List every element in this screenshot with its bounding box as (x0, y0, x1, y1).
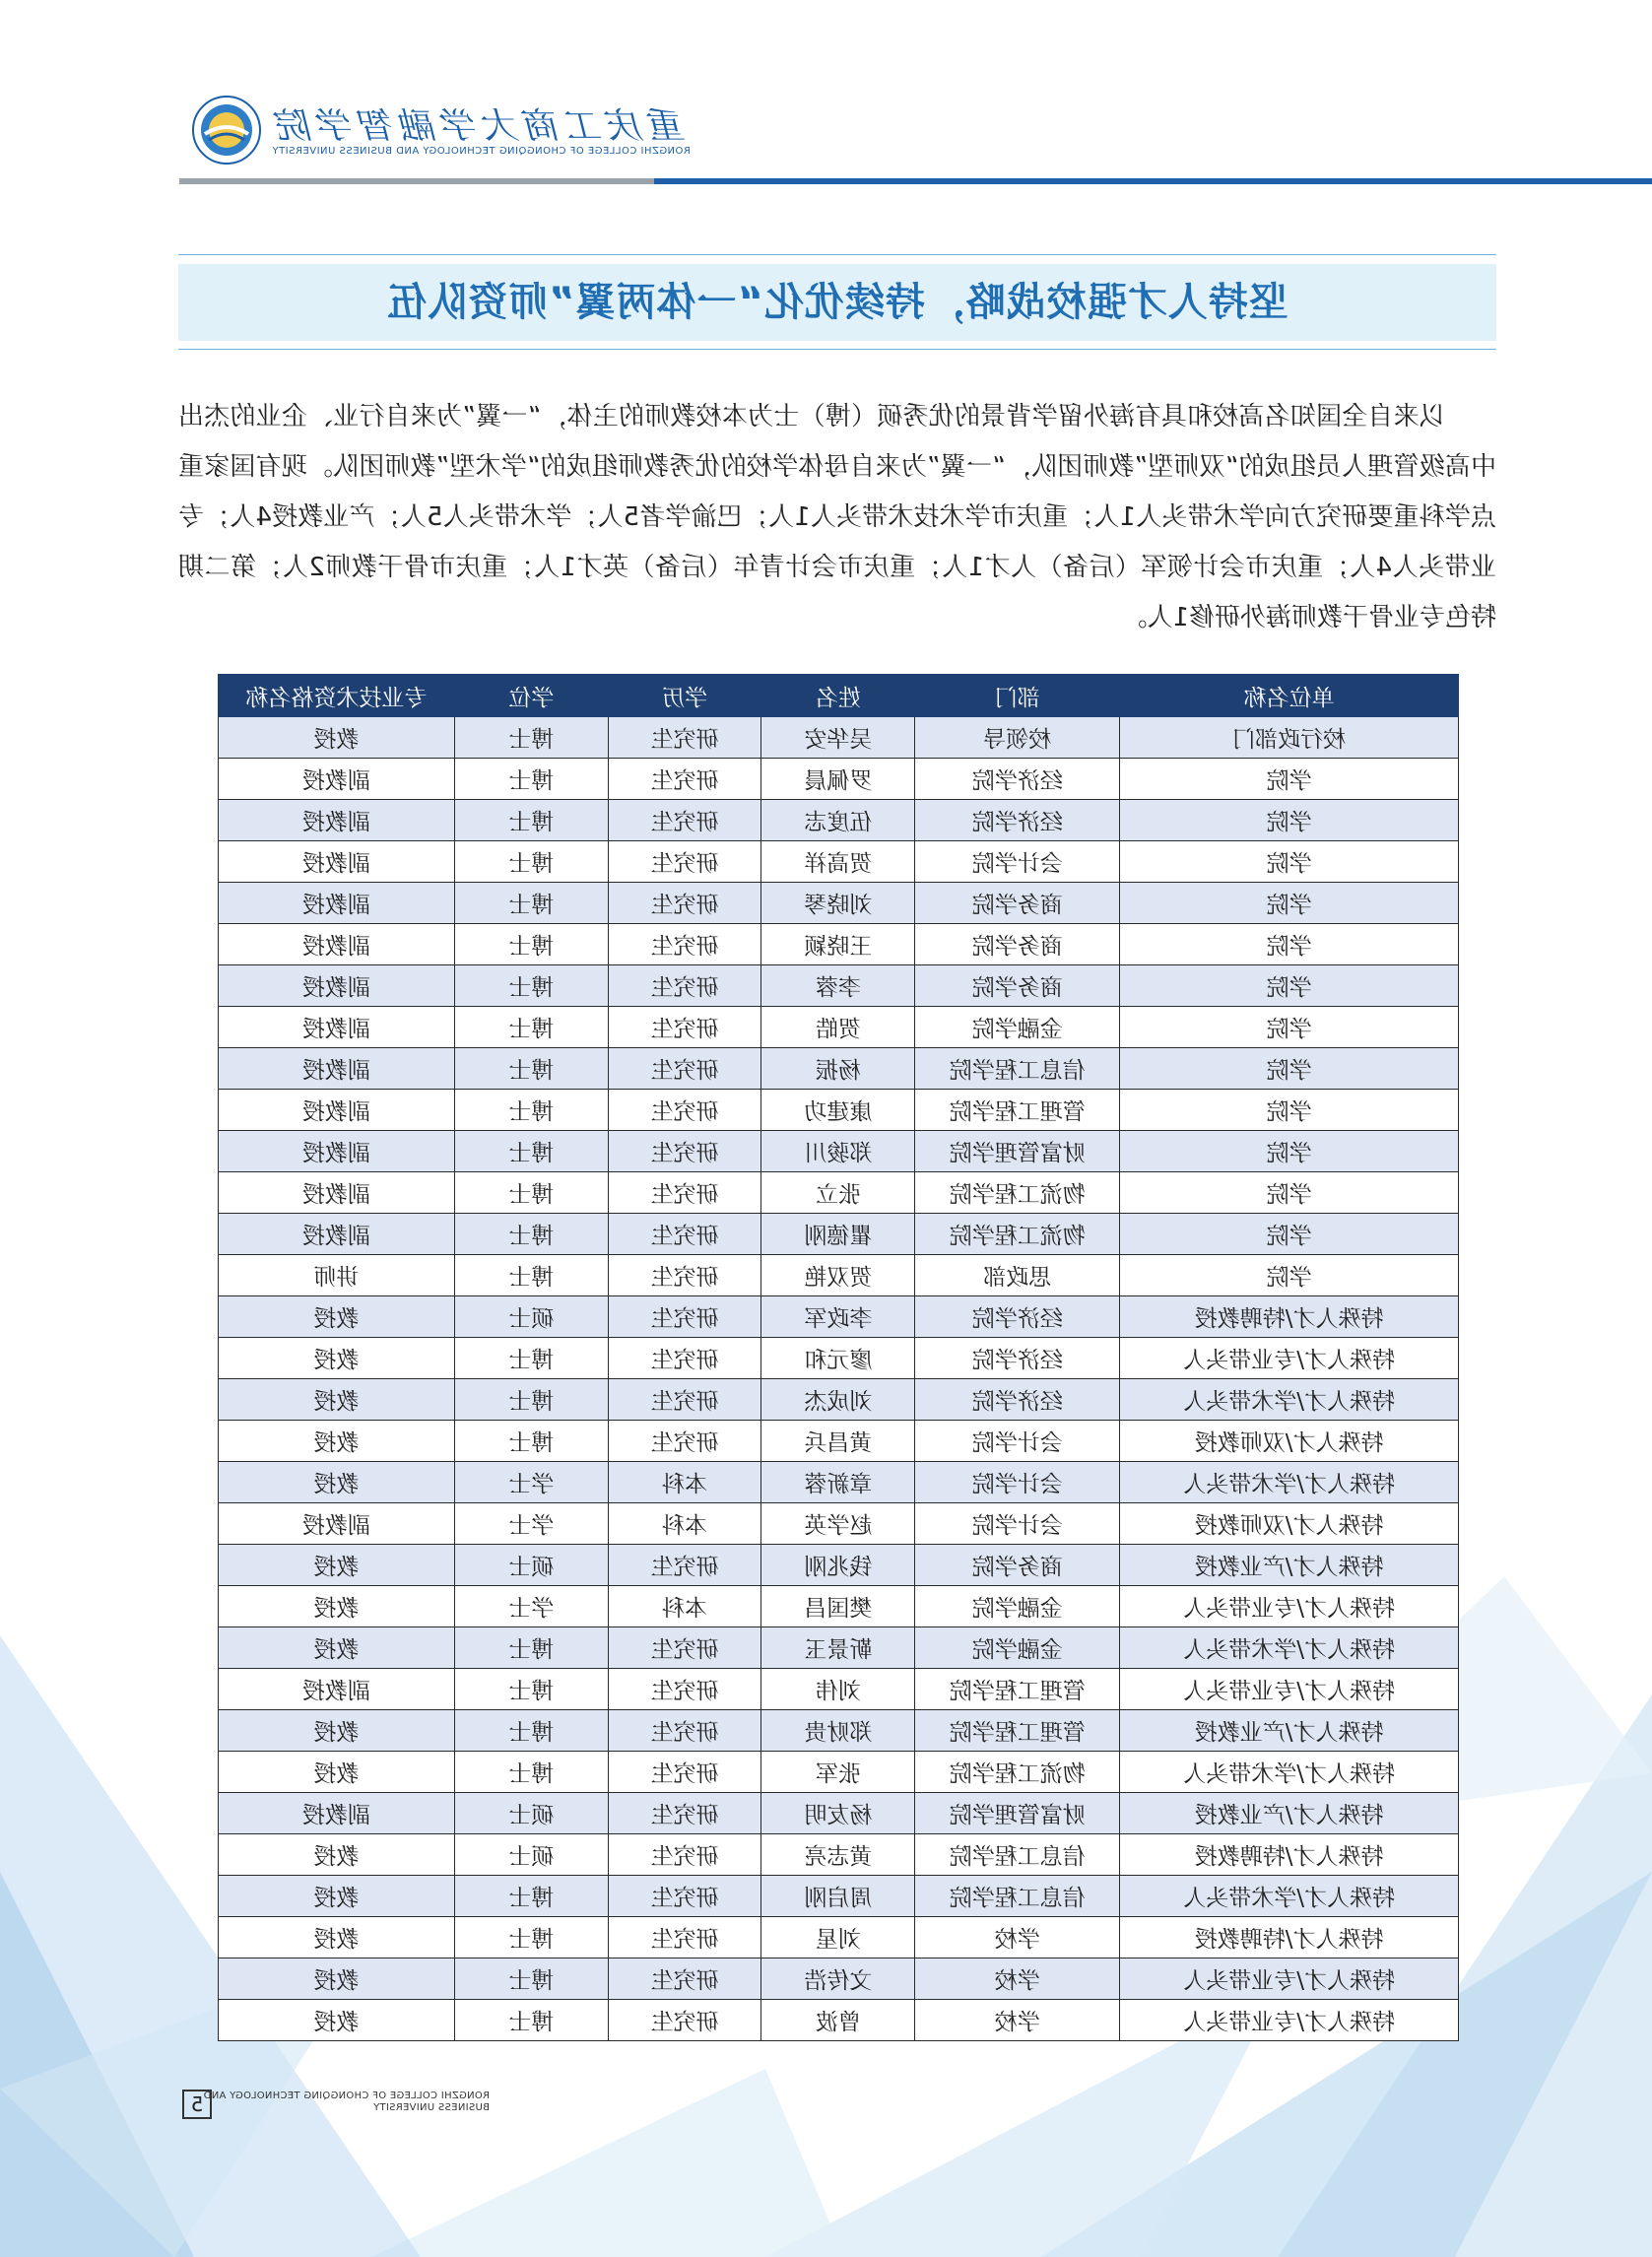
table-cell: 教授 (219, 1752, 455, 1793)
table-cell: 学院 (1120, 1214, 1459, 1255)
column-header: 单位名称 (1120, 675, 1459, 717)
table-cell: 教授 (219, 1338, 455, 1379)
table-cell: 学士 (454, 1503, 608, 1545)
table-cell: 经济学院 (915, 1338, 1120, 1379)
table-cell: 研究生 (608, 1710, 761, 1752)
table-cell: 特殊人才/学术带头人 (1120, 1752, 1459, 1793)
table-cell: 博士 (454, 1214, 608, 1255)
table-cell: 物流工程学院 (915, 1752, 1120, 1793)
table-cell: 研究生 (608, 759, 761, 800)
table-row (219, 1048, 1459, 1090)
table-cell: 副教授 (219, 800, 455, 841)
college-emblem-icon (191, 95, 262, 166)
table-cell: 会计学院 (915, 1421, 1120, 1462)
table-cell: 伍度志 (761, 800, 915, 841)
table-cell: 信息工程学院 (915, 1834, 1120, 1876)
table-row (219, 1090, 1459, 1131)
table-cell: 副教授 (219, 1669, 455, 1710)
table-cell: 研究生 (608, 717, 761, 759)
table-cell: 特殊人才/专业带头人 (1120, 1669, 1459, 1710)
table-cell: 贺高祥 (761, 841, 915, 883)
table-cell: 博士 (454, 1917, 608, 1958)
table-cell: 财富管理学院 (915, 1793, 1120, 1834)
table-cell: 副教授 (219, 1090, 455, 1131)
table-row (219, 1296, 1459, 1338)
table-cell: 博士 (454, 717, 608, 759)
table-cell: 副教授 (219, 883, 455, 924)
table-cell: 学士 (454, 1462, 608, 1503)
table-row (219, 1958, 1459, 2000)
table-cell: 教授 (219, 2000, 455, 2041)
table-cell: 文传浩 (761, 1958, 915, 2000)
table-cell: 教授 (219, 1958, 455, 2000)
table-cell: 研究生 (608, 1379, 761, 1421)
table-cell: 特殊人才/专业带头人 (1120, 2000, 1459, 2041)
table-cell: 学院 (1120, 1255, 1459, 1296)
table-row (219, 1338, 1459, 1379)
table-cell: 研究生 (608, 965, 761, 1007)
table-cell: 本科 (608, 1503, 761, 1545)
table-cell: 学校 (915, 1917, 1120, 1958)
table-cell: 财富管理学院 (915, 1131, 1120, 1172)
table-cell: 教授 (219, 1296, 455, 1338)
table-cell: 管理工程学院 (915, 1090, 1120, 1131)
table-cell: 副教授 (219, 1172, 455, 1214)
table-cell: 特殊人才/专业带头人 (1120, 1338, 1459, 1379)
table-cell: 赵学英 (761, 1503, 915, 1545)
table-row (219, 2000, 1459, 2041)
table-cell: 学院 (1120, 1172, 1459, 1214)
table-cell: 商务学院 (915, 883, 1120, 924)
table-cell: 信息工程学院 (915, 1048, 1120, 1090)
table-cell: 研究生 (608, 1958, 761, 2000)
table-cell: 研究生 (608, 1793, 761, 1834)
table-row (219, 1503, 1459, 1545)
table-cell: 学士 (454, 1586, 608, 1627)
table-cell: 研究生 (608, 1296, 761, 1338)
table-cell: 研究生 (608, 841, 761, 883)
header-bar-blue (654, 178, 1652, 184)
table-cell: 物流工程学院 (915, 1214, 1120, 1255)
table-cell: 副教授 (219, 1007, 455, 1048)
table-cell: 会计学院 (915, 1503, 1120, 1545)
table-cell: 特殊人才/双师教授 (1120, 1421, 1459, 1462)
table-cell: 研究生 (608, 924, 761, 965)
table-cell: 杨振 (761, 1048, 915, 1090)
college-name-en: RONGZHI COLLEGE OF CHONGQING TECHNOLOGY AND BUSINESS UNIVERSITY (272, 146, 691, 157)
table-cell: 经济学院 (915, 759, 1120, 800)
table-cell: 博士 (454, 1958, 608, 2000)
table-row (219, 1462, 1459, 1503)
table-cell: 杨友明 (761, 1793, 915, 1834)
table-header-row (219, 675, 1459, 717)
table-row (219, 1545, 1459, 1586)
table-cell: 研究生 (608, 1917, 761, 1958)
header-bar-gray (179, 178, 654, 184)
table-cell: 黄昌兵 (761, 1421, 915, 1462)
table-cell: 博士 (454, 2000, 608, 2041)
table-cell: 曾波 (761, 2000, 915, 2041)
table-cell: 研究生 (608, 1834, 761, 1876)
table-cell: 特殊人才/专业带头人 (1120, 1586, 1459, 1627)
table-cell: 学院 (1120, 800, 1459, 841)
table-cell: 副教授 (219, 965, 455, 1007)
page-title: 坚持人才强校战略，持续优化“一体两翼”师资队伍 (386, 280, 1289, 325)
table-cell: 学院 (1120, 1007, 1459, 1048)
table-cell: 教授 (219, 1876, 455, 1917)
table-cell: 学院 (1120, 759, 1459, 800)
table-cell: 特殊人才/特聘教授 (1120, 1834, 1459, 1876)
table-cell: 博士 (454, 1752, 608, 1793)
table-cell: 博士 (454, 883, 608, 924)
table-cell: 特殊人才/产业教授 (1120, 1793, 1459, 1834)
table-row (219, 883, 1459, 924)
table-cell: 研究生 (608, 1669, 761, 1710)
table-cell: 刘成杰 (761, 1379, 915, 1421)
table-cell: 教授 (219, 1462, 455, 1503)
table-cell: 研究生 (608, 1545, 761, 1586)
table-cell: 特殊人才/特聘教授 (1120, 1917, 1459, 1958)
table-cell: 特殊人才/学术带头人 (1120, 1462, 1459, 1503)
table-row (219, 1793, 1459, 1834)
table-cell: 信息工程学院 (915, 1876, 1120, 1917)
table-cell: 讲师 (219, 1255, 455, 1296)
table-cell: 研究生 (608, 2000, 761, 2041)
table-cell: 金融学院 (915, 1627, 1120, 1669)
table-cell: 博士 (454, 1007, 608, 1048)
table-cell: 特殊人才/学术带头人 (1120, 1627, 1459, 1669)
table-cell: 靳景玉 (761, 1627, 915, 1669)
table-cell: 会计学院 (915, 1462, 1120, 1503)
table-cell: 特殊人才/专业带头人 (1120, 1958, 1459, 2000)
table-cell: 学校 (915, 2000, 1120, 2041)
title-rule-top (178, 254, 1496, 255)
table-cell: 贺双艳 (761, 1255, 915, 1296)
table-cell: 学院 (1120, 1131, 1459, 1172)
table-cell: 研究生 (608, 1752, 761, 1793)
table-cell: 康建功 (761, 1090, 915, 1131)
table-cell: 研究生 (608, 1627, 761, 1669)
college-name-cn: 重庆工商大学融智学院 (272, 106, 687, 147)
page-number: 5 (182, 2090, 212, 2119)
table-cell: 周启刚 (761, 1876, 915, 1917)
table-cell: 副教授 (219, 1048, 455, 1090)
table-cell: 本科 (608, 1586, 761, 1627)
table-cell: 商务学院 (915, 965, 1120, 1007)
table-cell: 王晓颖 (761, 924, 915, 965)
table-cell: 瞿德刚 (761, 1214, 915, 1255)
table-cell: 张军 (761, 1752, 915, 1793)
table-cell: 研究生 (608, 1090, 761, 1131)
table-cell: 博士 (454, 1421, 608, 1462)
table-cell: 教授 (219, 1627, 455, 1669)
table-cell: 副教授 (219, 924, 455, 965)
table-cell: 研究生 (608, 1255, 761, 1296)
table-cell: 研究生 (608, 1048, 761, 1090)
table-cell: 教授 (219, 1421, 455, 1462)
table-cell: 博士 (454, 1710, 608, 1752)
table-cell: 物流工程学院 (915, 1172, 1120, 1214)
table-cell: 特殊人才/学术带头人 (1120, 1876, 1459, 1917)
table-cell: 硕士 (454, 1834, 608, 1876)
table-cell: 博士 (454, 1379, 608, 1421)
footer-college-name: RONGZHI COLLEGE OF CHONGQING TECHNOLOGY AND BUSINESS UNIVERSITY (203, 2091, 490, 2113)
table-cell: 李蓉 (761, 965, 915, 1007)
table-row (219, 1255, 1459, 1296)
table-cell: 博士 (454, 800, 608, 841)
table-row (219, 1131, 1459, 1172)
table-cell: 副教授 (219, 1131, 455, 1172)
column-header: 学历 (608, 675, 761, 717)
table-row (219, 1834, 1459, 1876)
table-cell: 本科 (608, 1462, 761, 1503)
table-cell: 学院 (1120, 924, 1459, 965)
column-header: 专业技术资格名称 (219, 675, 455, 717)
table-cell: 特殊人才/双师教授 (1120, 1503, 1459, 1545)
table-cell: 博士 (454, 1090, 608, 1131)
table-cell: 校领导 (915, 717, 1120, 759)
table-cell: 教授 (219, 1834, 455, 1876)
title-rule-bottom (178, 349, 1496, 350)
table-cell: 博士 (454, 759, 608, 800)
table-cell: 教授 (219, 1379, 455, 1421)
table-row (219, 1669, 1459, 1710)
column-header: 部门 (915, 675, 1120, 717)
table-cell: 思政部 (915, 1255, 1120, 1296)
column-header: 学位 (454, 675, 608, 717)
table-cell: 廖元和 (761, 1338, 915, 1379)
table-row (219, 841, 1459, 883)
table-cell: 研究生 (608, 800, 761, 841)
table-cell: 特殊人才/产业教授 (1120, 1710, 1459, 1752)
table-row (219, 1379, 1459, 1421)
table-cell: 博士 (454, 841, 608, 883)
table-cell: 商务学院 (915, 924, 1120, 965)
table-cell: 研究生 (608, 1131, 761, 1172)
table-cell: 章新蓉 (761, 1462, 915, 1503)
table-cell: 刘伟 (761, 1669, 915, 1710)
table-cell: 学院 (1120, 1090, 1459, 1131)
table-cell: 樊国昌 (761, 1586, 915, 1627)
table-cell: 金融学院 (915, 1007, 1120, 1048)
table-cell: 贺皓 (761, 1007, 915, 1048)
table-row (219, 965, 1459, 1007)
table-cell: 李政军 (761, 1296, 915, 1338)
table-cell: 研究生 (608, 1214, 761, 1255)
table-cell: 硕士 (454, 1793, 608, 1834)
table-cell: 张立 (761, 1172, 915, 1214)
table-cell: 经济学院 (915, 1379, 1120, 1421)
table-row (219, 1586, 1459, 1627)
table-cell: 博士 (454, 924, 608, 965)
table-cell: 经济学院 (915, 800, 1120, 841)
table-cell: 金融学院 (915, 1586, 1120, 1627)
table-cell: 刘星 (761, 1917, 915, 1958)
table-cell: 校行政部门 (1120, 717, 1459, 759)
table-cell: 吴华安 (761, 717, 915, 759)
table-row (219, 1421, 1459, 1462)
table-row (219, 759, 1459, 800)
table-body (219, 717, 1459, 2041)
table-cell: 学院 (1120, 1048, 1459, 1090)
table-cell: 经济学院 (915, 1296, 1120, 1338)
table-cell: 研究生 (608, 1421, 761, 1462)
table-cell: 研究生 (608, 1172, 761, 1214)
table-row (219, 717, 1459, 759)
table-cell: 罗佩晨 (761, 759, 915, 800)
faculty-table (218, 674, 1459, 2041)
table-cell: 博士 (454, 965, 608, 1007)
table-row (219, 1007, 1459, 1048)
table-row (219, 1917, 1459, 1958)
table-cell: 商务学院 (915, 1545, 1120, 1586)
table-cell: 博士 (454, 1627, 608, 1669)
table-cell: 刘晓琴 (761, 883, 915, 924)
table-cell: 郑骏川 (761, 1131, 915, 1172)
table-row (219, 1752, 1459, 1793)
table-cell: 硕士 (454, 1296, 608, 1338)
table-row (219, 924, 1459, 965)
table-cell: 博士 (454, 1048, 608, 1090)
table-cell: 副教授 (219, 759, 455, 800)
table-cell: 副教授 (219, 1503, 455, 1545)
table-cell: 硕士 (454, 1545, 608, 1586)
table-cell: 教授 (219, 1917, 455, 1958)
table-cell: 教授 (219, 1586, 455, 1627)
table-cell: 研究生 (608, 1876, 761, 1917)
table-cell: 副教授 (219, 1214, 455, 1255)
table-cell: 博士 (454, 1172, 608, 1214)
table-cell: 研究生 (608, 1338, 761, 1379)
table-cell: 特殊人才/学术带头人 (1120, 1379, 1459, 1421)
table-row (219, 800, 1459, 841)
table-cell: 博士 (454, 1131, 608, 1172)
table-cell: 博士 (454, 1876, 608, 1917)
table-row (219, 1172, 1459, 1214)
table-cell: 会计学院 (915, 841, 1120, 883)
table-cell: 钱兆刚 (761, 1545, 915, 1586)
table-cell: 管理工程学院 (915, 1669, 1120, 1710)
table-cell: 教授 (219, 717, 455, 759)
table-cell: 副教授 (219, 841, 455, 883)
table-cell: 研究生 (608, 883, 761, 924)
table-cell: 副教授 (219, 1793, 455, 1834)
table-cell: 管理工程学院 (915, 1710, 1120, 1752)
table-cell: 博士 (454, 1255, 608, 1296)
college-logo (179, 95, 692, 173)
column-header: 姓名 (761, 675, 915, 717)
table-cell: 学院 (1120, 965, 1459, 1007)
table-row (219, 1710, 1459, 1752)
table-cell: 特殊人才/产业教授 (1120, 1545, 1459, 1586)
table-row (219, 1214, 1459, 1255)
table-row (219, 1627, 1459, 1669)
table-cell: 学校 (915, 1958, 1120, 2000)
table-cell: 教授 (219, 1545, 455, 1586)
table-cell: 特殊人才/特聘教授 (1120, 1296, 1459, 1338)
table-cell: 教授 (219, 1710, 455, 1752)
table-cell: 学院 (1120, 883, 1459, 924)
table-cell: 博士 (454, 1338, 608, 1379)
table-cell: 学院 (1120, 841, 1459, 883)
table-row (219, 1876, 1459, 1917)
table-cell: 黄志亮 (761, 1834, 915, 1876)
table-cell: 博士 (454, 1669, 608, 1710)
table-cell: 郑财贵 (761, 1710, 915, 1752)
title-band (178, 264, 1496, 341)
table-cell: 研究生 (608, 1007, 761, 1048)
intro-paragraph: 以来自全国知名高校和具有海外留学背景的优秀硕（博）士为本校教师的主体，“一翼”为来自行业、企业的杰出中高级管理人员组成的“双师型”教师团队，“一翼”为来自母体学校的优秀教师组成的“学术型”教师团队。现有国家重点学科重要研究方向学术带头人1人；重庆市学术技术带头人1人；巴渝学者5人；学术带头人5人；产业教授4人；专业带头人4人；重庆市会计领军（后备）人才1人；重庆市会计青年（后备）英才1人；重庆市骨干教师2人；第二期特色专业骨干教师海外研修1人。 (178, 402, 1496, 632)
